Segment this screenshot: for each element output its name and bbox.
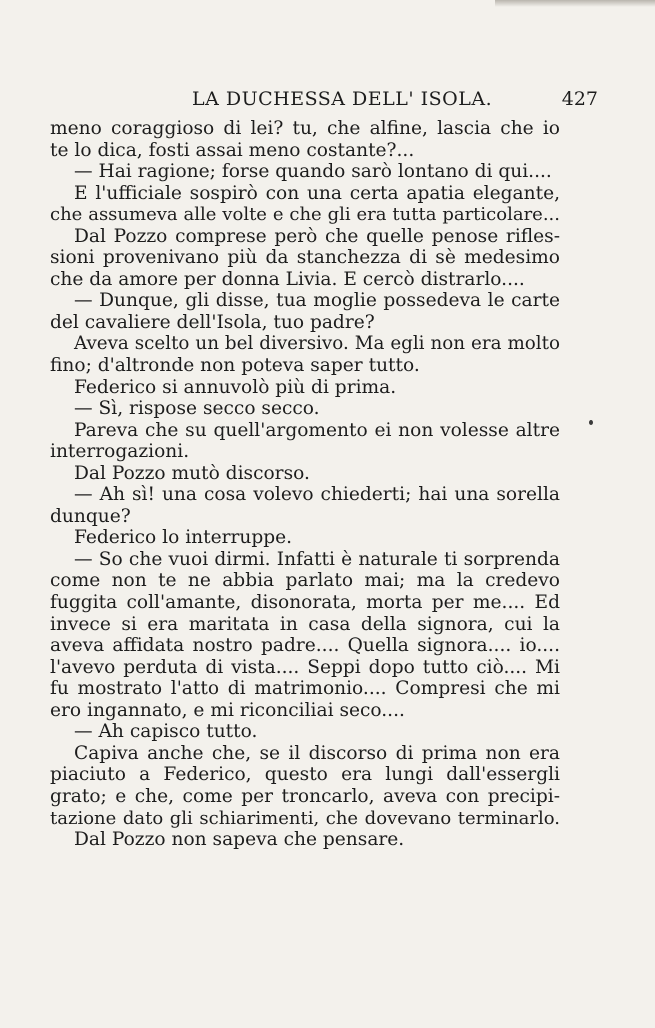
text-line: del cavaliere dell'Isola, tuo padre? [50,311,375,333]
ink-speck [589,420,593,425]
text-line: — Ah capisco tutto. [74,721,258,743]
text-line: Capiva anche che, se il discorso di prima non era [74,742,560,764]
text-line: fino; d'altronde non poteva saper tutto. [50,355,420,377]
text-line: sioni provenivano più da stanchezza di sè medesimo [50,247,560,269]
text-line: E l'ufficiale sospirò con una certa apatia elegante, [74,182,560,204]
page-number: 427 [561,88,598,110]
page-header [40,88,600,114]
body-text [50,118,560,851]
text-line: dunque? [50,505,131,527]
text-line: che assumeva alle volte e che gli era tutta particolare... [50,204,560,226]
text-line: — Sì, rispose secco secco. [74,398,320,420]
text-line: che da amore per donna Livia. E cercò distrarlo.... [50,268,525,290]
text-line: come non te ne abbia parlato mai; ma la credevo [50,570,560,592]
text-line: piaciuto a Federico, questo era lungi dall'essergli [50,764,560,786]
text-line: fuggita coll'amante, disonorata, morta per me.... Ed [50,592,560,614]
running-title: LA DUCHESSA DELL' ISOLA. [192,88,493,110]
text-line: meno coraggioso di lei? tu, che alfine, lascia che io [50,118,560,139]
text-line: ero ingannato, e mi riconciliai seco.... [50,699,405,721]
text-line: Pareva che su quell'argomento ei non volesse altre [74,419,560,441]
text-line: l'avevo perduta di vista.... Seppi dopo tutto ciò.... Mi [50,656,560,678]
text-line: — Hai ragione; forse quando sarò lontano di qui.... [74,161,552,183]
text-line: invece si era maritata in casa della signora, cui la [50,613,560,635]
text-line: — So che vuoi dirmi. Infatti è naturale ti sorprenda [74,548,560,570]
text-line: Dal Pozzo mutò discorso. [74,462,310,484]
text-line: aveva affidata nostro padre.... Quella signora.... io.... [50,635,560,657]
text-line: Aveva scelto un bel diversivo. Ma egli non era molto [74,333,560,355]
page-edge-shadow [495,0,655,7]
text-line: Federico lo interruppe. [74,527,293,549]
text-line: te lo dica, fosti assai meno costante?... [50,139,415,161]
text-line: — Dunque, gli disse, tua moglie possedeva le carte [74,290,560,312]
text-line: — Ah sì! una cosa volevo chiederti; hai una sorella [74,484,560,506]
text-line: interrogazioni. [50,441,190,463]
text-line: grato; e che, come per troncarlo, aveva con precipi- [50,785,560,807]
text-line: fu mostrato l'atto di matrimonio.... Compresi che mi [50,678,560,700]
text-line: Federico si annuvolò più di prima. [74,376,397,398]
text-line: tazione dato gli schiarimenti, che dovevano terminarlo. [50,807,560,829]
text-line: Dal Pozzo non sapeva che pensare. [74,829,405,851]
text-line: Dal Pozzo comprese però che quelle penose rifles- [74,225,560,247]
